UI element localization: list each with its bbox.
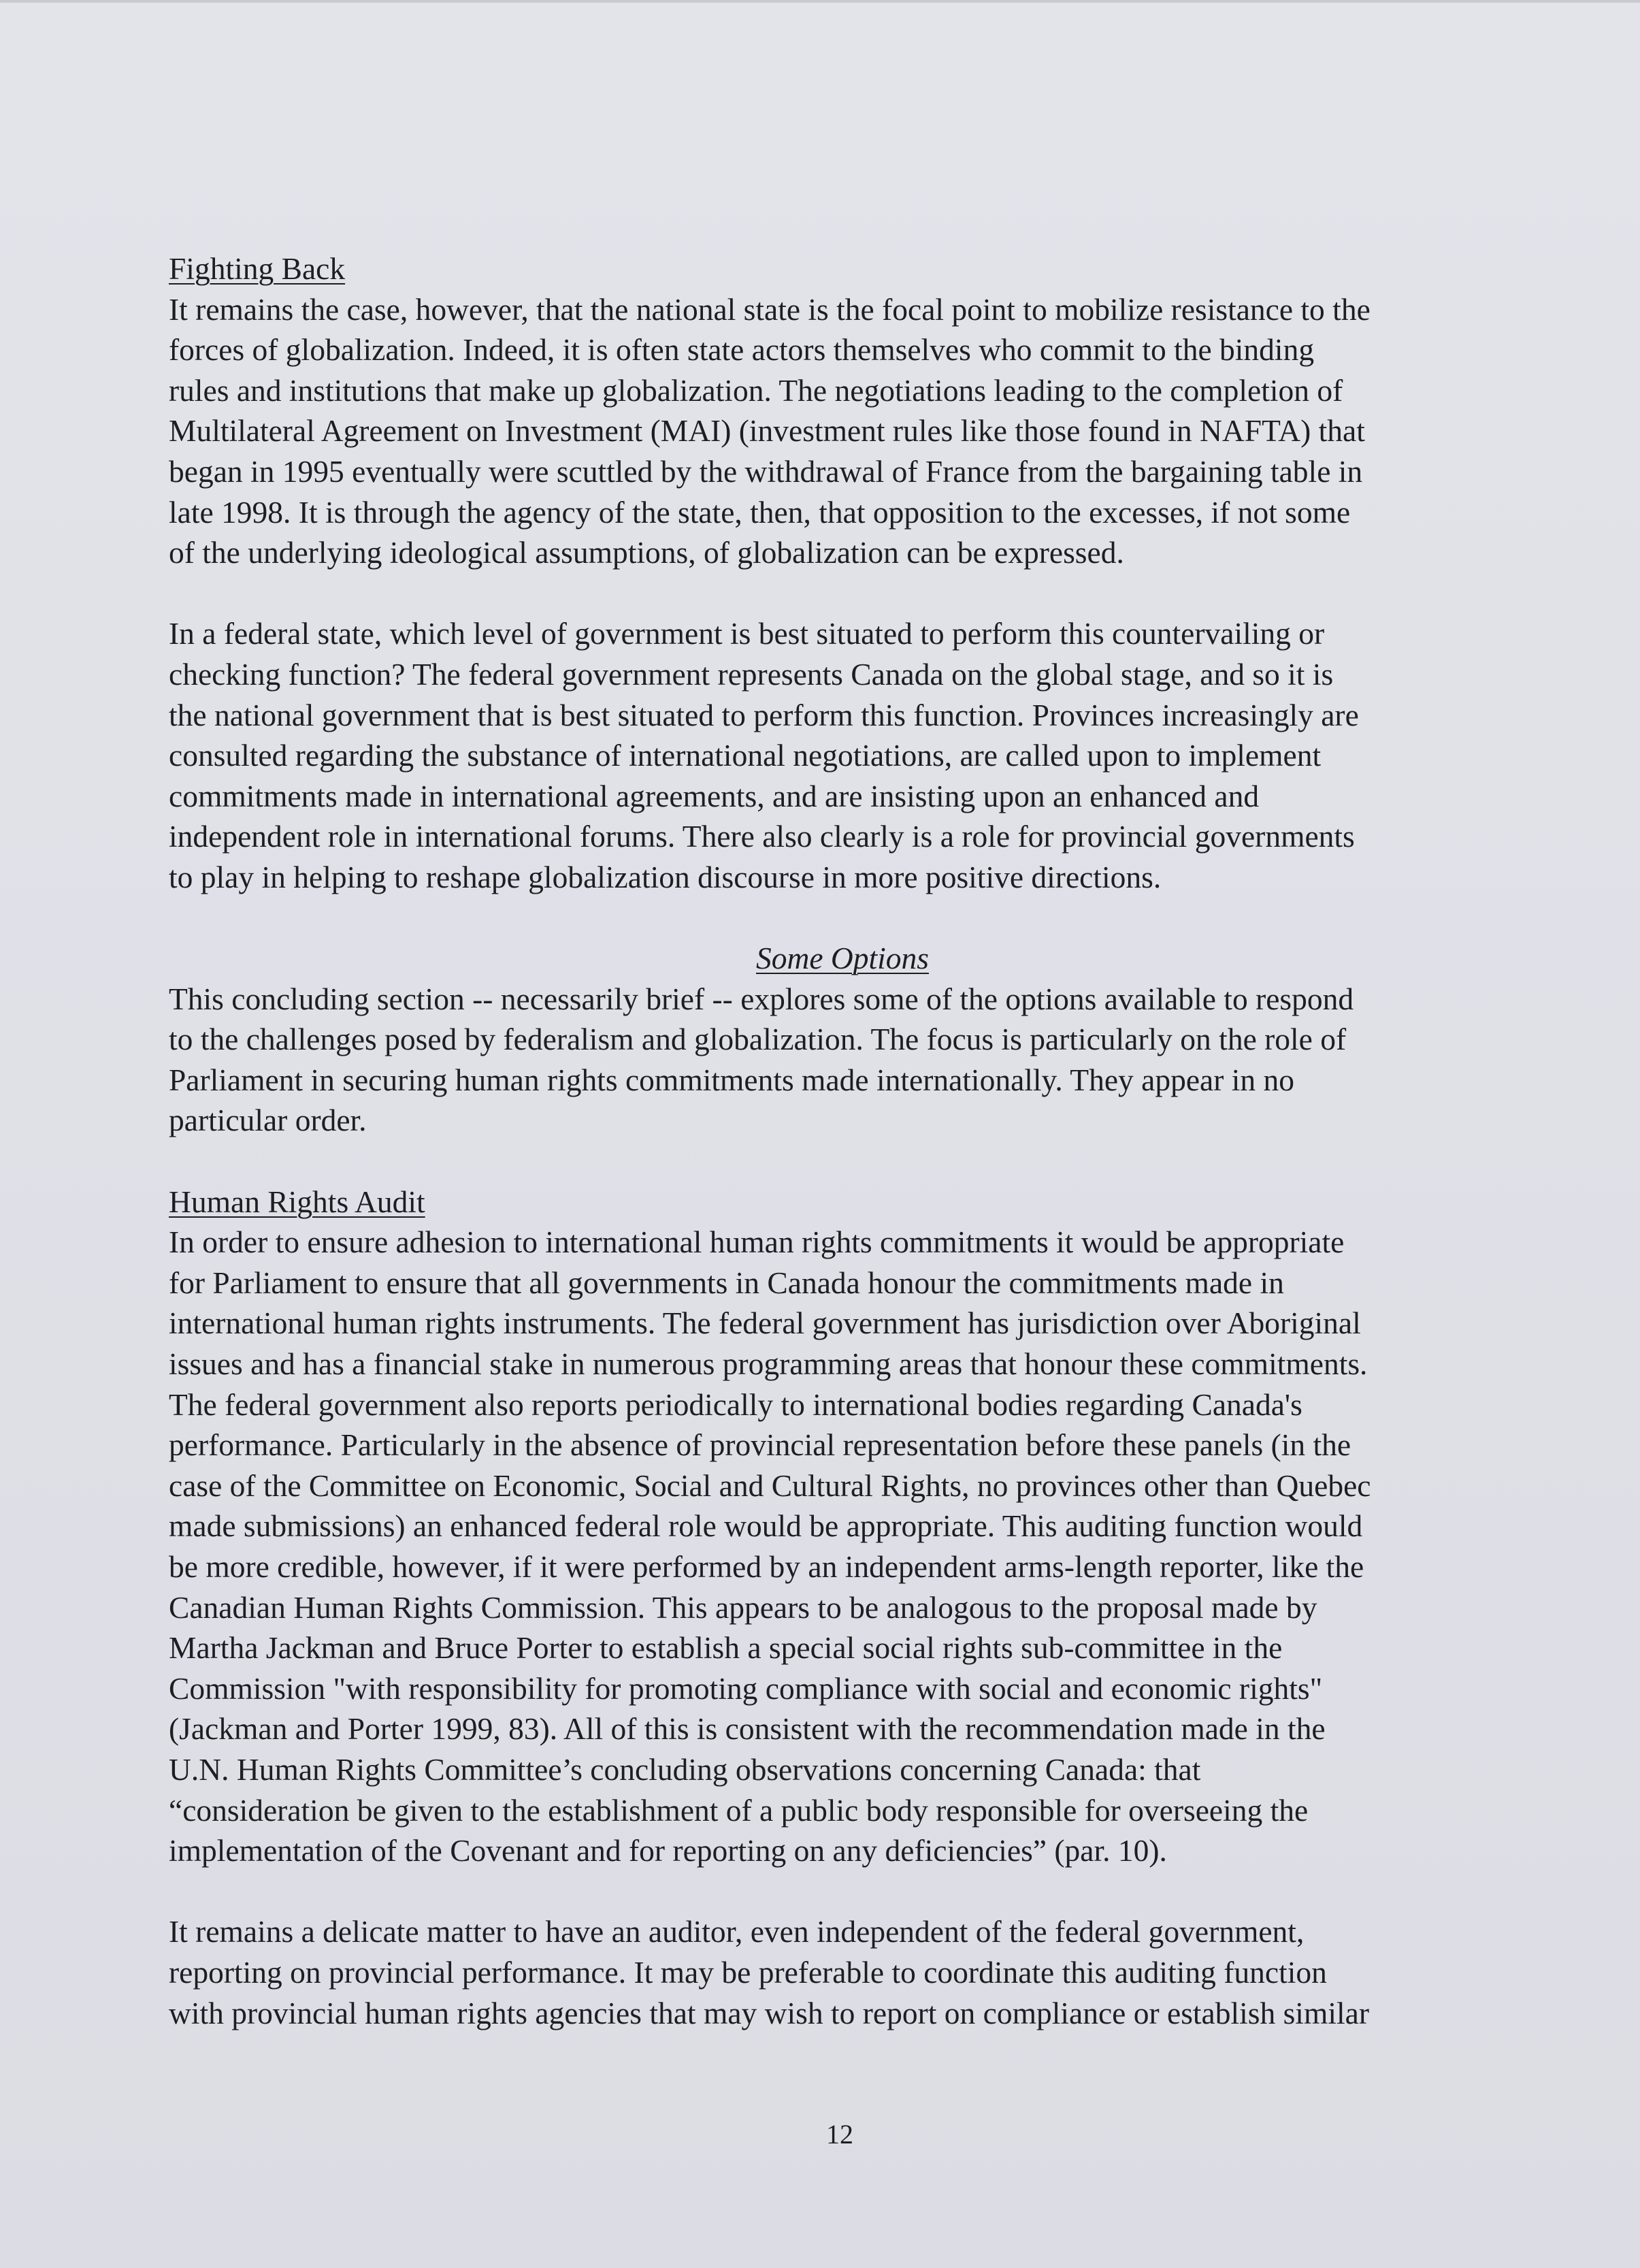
document-body <box>169 248 1496 2033</box>
section-heading-human-rights-audit: Human Rights Audit <box>169 1184 425 1219</box>
paragraph-gap <box>169 573 1496 614</box>
section-heading-some-options-wrapper <box>169 938 1496 979</box>
page-top-edge <box>0 0 1640 3</box>
section-fighting-back <box>169 248 1496 898</box>
section-some-options <box>169 938 1496 1141</box>
some-options-paragraph-1: This concluding section -- necessarily brief -- explores some of the options available to respond to the challenges posed by federalism and globalization. The focus is particularly on the role of Parliament in securing human rights commitments made internationally. They appear in no particular order. <box>169 981 1354 1138</box>
fighting-back-paragraph-1: It remains the case, however, that the national state is the focal point to mobilize resistance to the forces of globalization. Indeed, it is often state actors themselves who commit to the binding rules and institutions that make up globalization. The negotiations leading to the completion of Multilateral Agreement on Investment (MAI) (investment rules like those found in NAFTA) that began in 1995 eventually were scuttled by the withdrawal of France from the bargaining table in late 1998. It is through the agency of the state, then, that opposition to the excesses, if not some of the underlying ideological assumptions, of globalization can be expressed. <box>169 291 1371 570</box>
human-rights-audit-paragraph-1: In order to ensure adhesion to international human rights commitments it would be appropriate for Parliament to ensure that all governments in Canada honour the commitments made in international human rights instruments. The federal government has jurisdiction over Aboriginal issues and has a financial stake in numerous programming areas that honour these commitments. The federal government also reports periodically to international bodies regarding Canada's performance. Particularly in the absence of provincial representation before these panels (in the case of the Committee on Economic, Social and Cultural Rights, no provinces other than Quebec made submissions) an enhanced federal role would be appropriate. This auditing function would be more credible, however, if it were performed by an independent arms-length reporter, like the Canadian Human Rights Commission. This appears to be analogous to the proposal made by Martha Jackman and Bruce Porter to establish a special social rights sub-committee in the Commission "with responsibility for promoting compliance with social and economic rights" (Jackman and Porter 1999, 83). All of this is consistent with the recommendation made in the U.N. Human Rights Committee’s concluding observations concerning Canada: that “consideration be given to the establishment of a public body responsible for overseeing the implementation of the Covenant and for reporting on any deficiencies” (par. 10). <box>169 1225 1371 1868</box>
page-number: 12 <box>826 2119 853 2150</box>
section-gap <box>169 898 1496 939</box>
paragraph-gap <box>169 1871 1496 1912</box>
section-heading-some-options: Some Options <box>755 941 930 976</box>
human-rights-audit-paragraph-2: It remains a delicate matter to have an auditor, even independent of the federal government, reporting on provincial performance. It may be preferable to coordinate this auditing function with provincial human rights agencies that may wish to report on compliance or establish similar <box>169 1914 1369 2030</box>
section-human-rights-audit <box>169 1182 1496 2033</box>
section-gap <box>169 1141 1496 1182</box>
section-heading-fighting-back: Fighting Back <box>169 251 346 286</box>
fighting-back-paragraph-2: In a federal state, which level of government is best situated to perform this countervailing or checking function? The federal government represents Canada on the global stage, and so it is the national government that is best situated to perform this function. Provinces increasingly are consulted regarding the substance of international negotiations, are called upon to implement commitments made in international agreements, and are insisting upon an enhanced and independent role in international forums. There also clearly is a role for provincial governments to play in helping to reshape globalization discourse in more positive directions. <box>169 616 1359 894</box>
